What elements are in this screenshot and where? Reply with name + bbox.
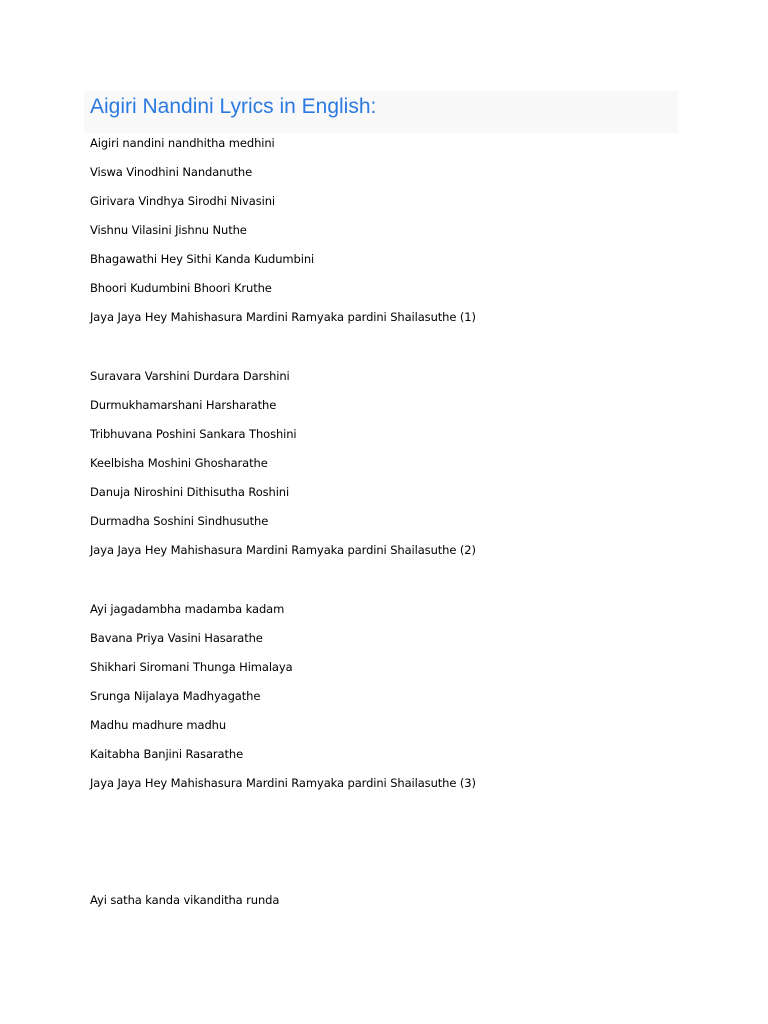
lyric-line: Girivara Vindhya Sirodhi Nivasini — [90, 194, 275, 208]
lyric-line: Srunga Nijalaya Madhyagathe — [90, 689, 261, 703]
lyric-line: Durmukhamarshani Harsharathe — [90, 398, 277, 412]
lyric-line: Vishnu Vilasini Jishnu Nuthe — [90, 223, 247, 237]
lyric-refrain: Jaya Jaya Hey Mahishasura Mardini Ramyaka pardini Shailasuthe (1) — [90, 310, 476, 324]
lyric-line: Shikhari Siromani Thunga Himalaya — [90, 660, 293, 674]
lyric-line: Danuja Niroshini Dithisutha Roshini — [90, 485, 290, 499]
lyric-line: Madhu madhure madhu — [90, 718, 227, 732]
lyric-line: Tribhuvana Poshini Sankara Thoshini — [90, 427, 297, 441]
lyric-line: Durmadha Soshini Sindhusuthe — [90, 514, 269, 528]
lyric-line: Keelbisha Moshini Ghosharathe — [90, 456, 268, 470]
lyric-line: Bhoori Kudumbini Bhoori Kruthe — [90, 281, 272, 295]
lyric-line: Kaitabha Banjini Rasarathe — [90, 747, 244, 761]
lyric-line: Suravara Varshini Durdara Darshini — [90, 369, 290, 383]
lyric-line: Bavana Priya Vasini Hasarathe — [90, 631, 263, 645]
lyric-refrain: Jaya Jaya Hey Mahishasura Mardini Ramyaka pardini Shailasuthe (2) — [90, 543, 476, 557]
lyric-line: Ayi satha kanda vikanditha runda — [90, 893, 280, 907]
lyric-line: Bhagawathi Hey Sithi Kanda Kudumbini — [90, 252, 315, 266]
lyric-refrain: Jaya Jaya Hey Mahishasura Mardini Ramyaka pardini Shailasuthe (3) — [90, 776, 476, 790]
page-title: Aigiri Nandini Lyrics in English: — [90, 95, 377, 118]
lyric-line: Aigiri nandini nandhitha medhini — [90, 136, 275, 150]
lyric-line: Ayi jagadambha madamba kadam — [90, 602, 285, 616]
lyric-line: Viswa Vinodhini Nandanuthe — [90, 165, 253, 179]
